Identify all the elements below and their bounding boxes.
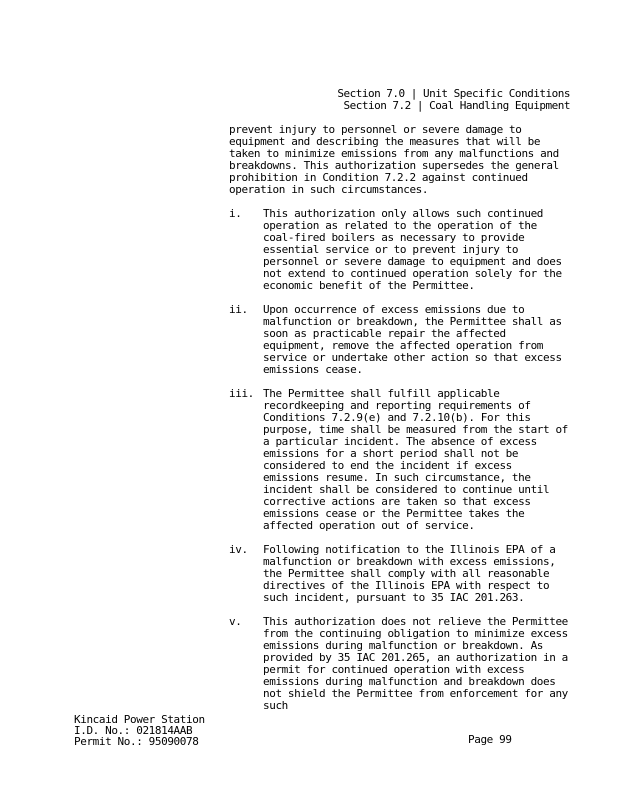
list-item-text: This authorization does not relieve the Permittee from the continuing obligation to minimize excess emissions during malfunction or breakdown. As provided by 35 IAC 201.265, an authorization in a permit for continued operation with excess emissions during malfunction and breakdown does not shield the Permittee from enforcement for any such: [263, 615, 568, 712]
list-item-text: The Permittee shall fulfill applicable recordkeeping and reporting requirements of Conditions 7.2.9(e) and 7.2.10(b). For this purpose, time shall be measured from the start of a particular incident. The absence of excess emissions for a short period shall not be considered to end the incident if excess emissions resume. In such circumstance, the incident shall be considered to continue until corrective actions are taken so that excess emissions cease or the Permittee takes the affected operation out of service.: [263, 387, 568, 532]
list-item-number: v.: [229, 615, 242, 628]
list-item-text: Upon occurrence of excess emissions due to malfunction or breakdown, the Permittee shall as soon as practicable repair the affected equipment, remove the affected operation from service or undertake other action so that excess emissions cease.: [263, 303, 562, 376]
list-item: [229, 208, 569, 292]
list-item-text: Following notification to the Illinois EPA of a malfunction or breakdown with excess emissions, the Permittee shall comply with all reasonable directives of the Illinois EPA with respect to such incident, pursuant to 35 IAC 201.263.: [263, 543, 556, 604]
list-item-number: i.: [229, 207, 242, 220]
list-item: [229, 388, 569, 532]
footer-id-number: I.D. No.: 021814AAB: [74, 724, 193, 737]
list-item-number: iii.: [229, 387, 254, 400]
header-subsection-line: Section 7.2 | Coal Handling Equipment: [343, 99, 570, 112]
page-number: Page 99: [468, 733, 512, 746]
page-header: [337, 88, 570, 112]
list-item: [229, 304, 569, 376]
list-item-text: This authorization only allows such continued operation as related to the operation of the coal-fired boilers as necessary to provide essential service or to prevent injury to personnel or severe damage to equipment and does not extend to continued operation solely for the economic benefit of the Permittee.: [263, 207, 562, 292]
footer-facility-name: Kincaid Power Station: [74, 713, 205, 726]
footer-permit-number: Permit No.: 95090078: [74, 735, 199, 748]
list-item-number: ii.: [229, 303, 248, 316]
intro-paragraph: prevent injury to personnel or severe damage to equipment and describing the measures that will be taken to minimize emissions from any malfunctions and breakdowns. This authorization supersedes the general prohibition in Condition 7.2.2 against continued operation in such circumstances.: [229, 123, 559, 196]
footer-identifiers: [74, 714, 205, 747]
list-item: [229, 616, 569, 712]
body-text: [229, 124, 569, 724]
list-item: [229, 544, 569, 604]
header-section-line: Section 7.0 | Unit Specific Conditions: [337, 87, 570, 100]
list-item-number: iv.: [229, 543, 248, 556]
